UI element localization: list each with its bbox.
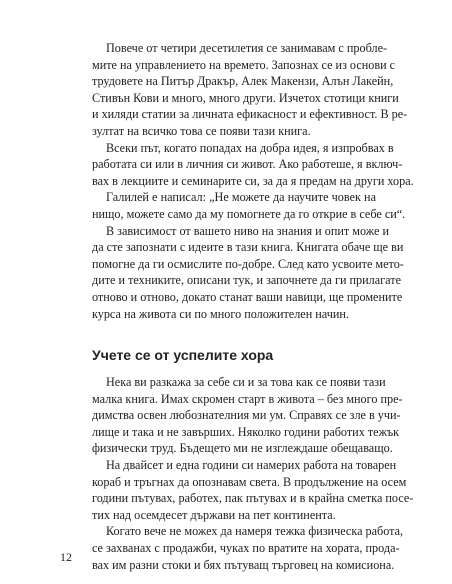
text-line: Повече от четири десетилетия се занимавам с пробле- — [106, 41, 388, 55]
text-line: се захванах с продажби, чуках по вратите на хората, прода- — [92, 541, 400, 556]
text-line: Нека ви разкажа за себе си и за това как се появи тази — [106, 375, 386, 390]
text-line: вах им разни стоки и бях пътуващ търговец на комисиона. — [92, 557, 395, 572]
text-line: Галилей е написал: „Не можете да научите човек на — [106, 190, 376, 205]
text-line: димства освен любознателния ми ум. Справях се зле в учи- — [92, 408, 401, 423]
text-line: дите и техниките, описани тук, и започнете да ги прилагате — [92, 273, 401, 288]
text-line: малка книга. Имах скромен старт в живота – без много пре- — [92, 391, 403, 406]
text-line: и хиляди статии за личната ефикасност и ефективност. В ре- — [92, 107, 408, 122]
text-line: кораб и тръгнах да опознавам света. В продължение на осем — [92, 474, 407, 489]
text-line: тих над осемдесет държави на пет континента. — [92, 507, 336, 522]
text-line: да сте запознати с идеите в тази книга. Книгата обаче ще ви — [92, 240, 404, 255]
text-line: курса на живота си по много положителен начин. — [92, 306, 349, 321]
text-line: мите на управлението на времето. Запознах се из основи с — [92, 57, 396, 72]
text-line: Стивън Кови и много, много други. Изчетох стотици книги — [92, 90, 399, 105]
text-line: Всеки път, когато попадах на добра идея, я изпробвах в — [106, 140, 394, 155]
text-line: помогне да ги осмислите по-добре. След като усвоите мето- — [92, 256, 404, 271]
text-line: години пътувах, работех, пак пътувах и в крайна сметка посе- — [92, 491, 414, 506]
text-line: отново и отново, докато станат ваши навици, ще промените — [92, 289, 403, 304]
text-line: вах в лекциите и семинарите си, за да я предам на други хора. — [92, 173, 414, 188]
text-line: На двайсет и една години си намерих работа на товарен — [106, 458, 397, 473]
text-line: трудовете на Питър Дракър, Алек Макензи, Алън Лакейн, — [92, 74, 394, 89]
text-line: лище и така и не завърших. Няколко години работих тежък — [92, 424, 400, 439]
section-intro — [92, 40, 414, 322]
text-line: физически труд. Бъдещето ми не изглеждаше обещаващо. — [92, 441, 393, 456]
text-line: Когато вече не можех да намеря тежка физическа работа, — [106, 524, 404, 539]
section-story — [92, 374, 414, 573]
text-line: работата си или в личния си живот. Ако работеше, я включ- — [92, 157, 403, 172]
page-body — [92, 40, 414, 573]
text-line: нищо, можете само да му помогнете да го открие в себе си“. — [92, 206, 406, 221]
page-number: 12 — [60, 550, 72, 564]
text-line: В зависимост от вашето ниво на знания и опит може и — [106, 223, 390, 238]
text-line: зултат на всичко това се появи тази книга. — [92, 123, 311, 138]
section-heading: Учете се от успелите хора — [92, 347, 274, 364]
